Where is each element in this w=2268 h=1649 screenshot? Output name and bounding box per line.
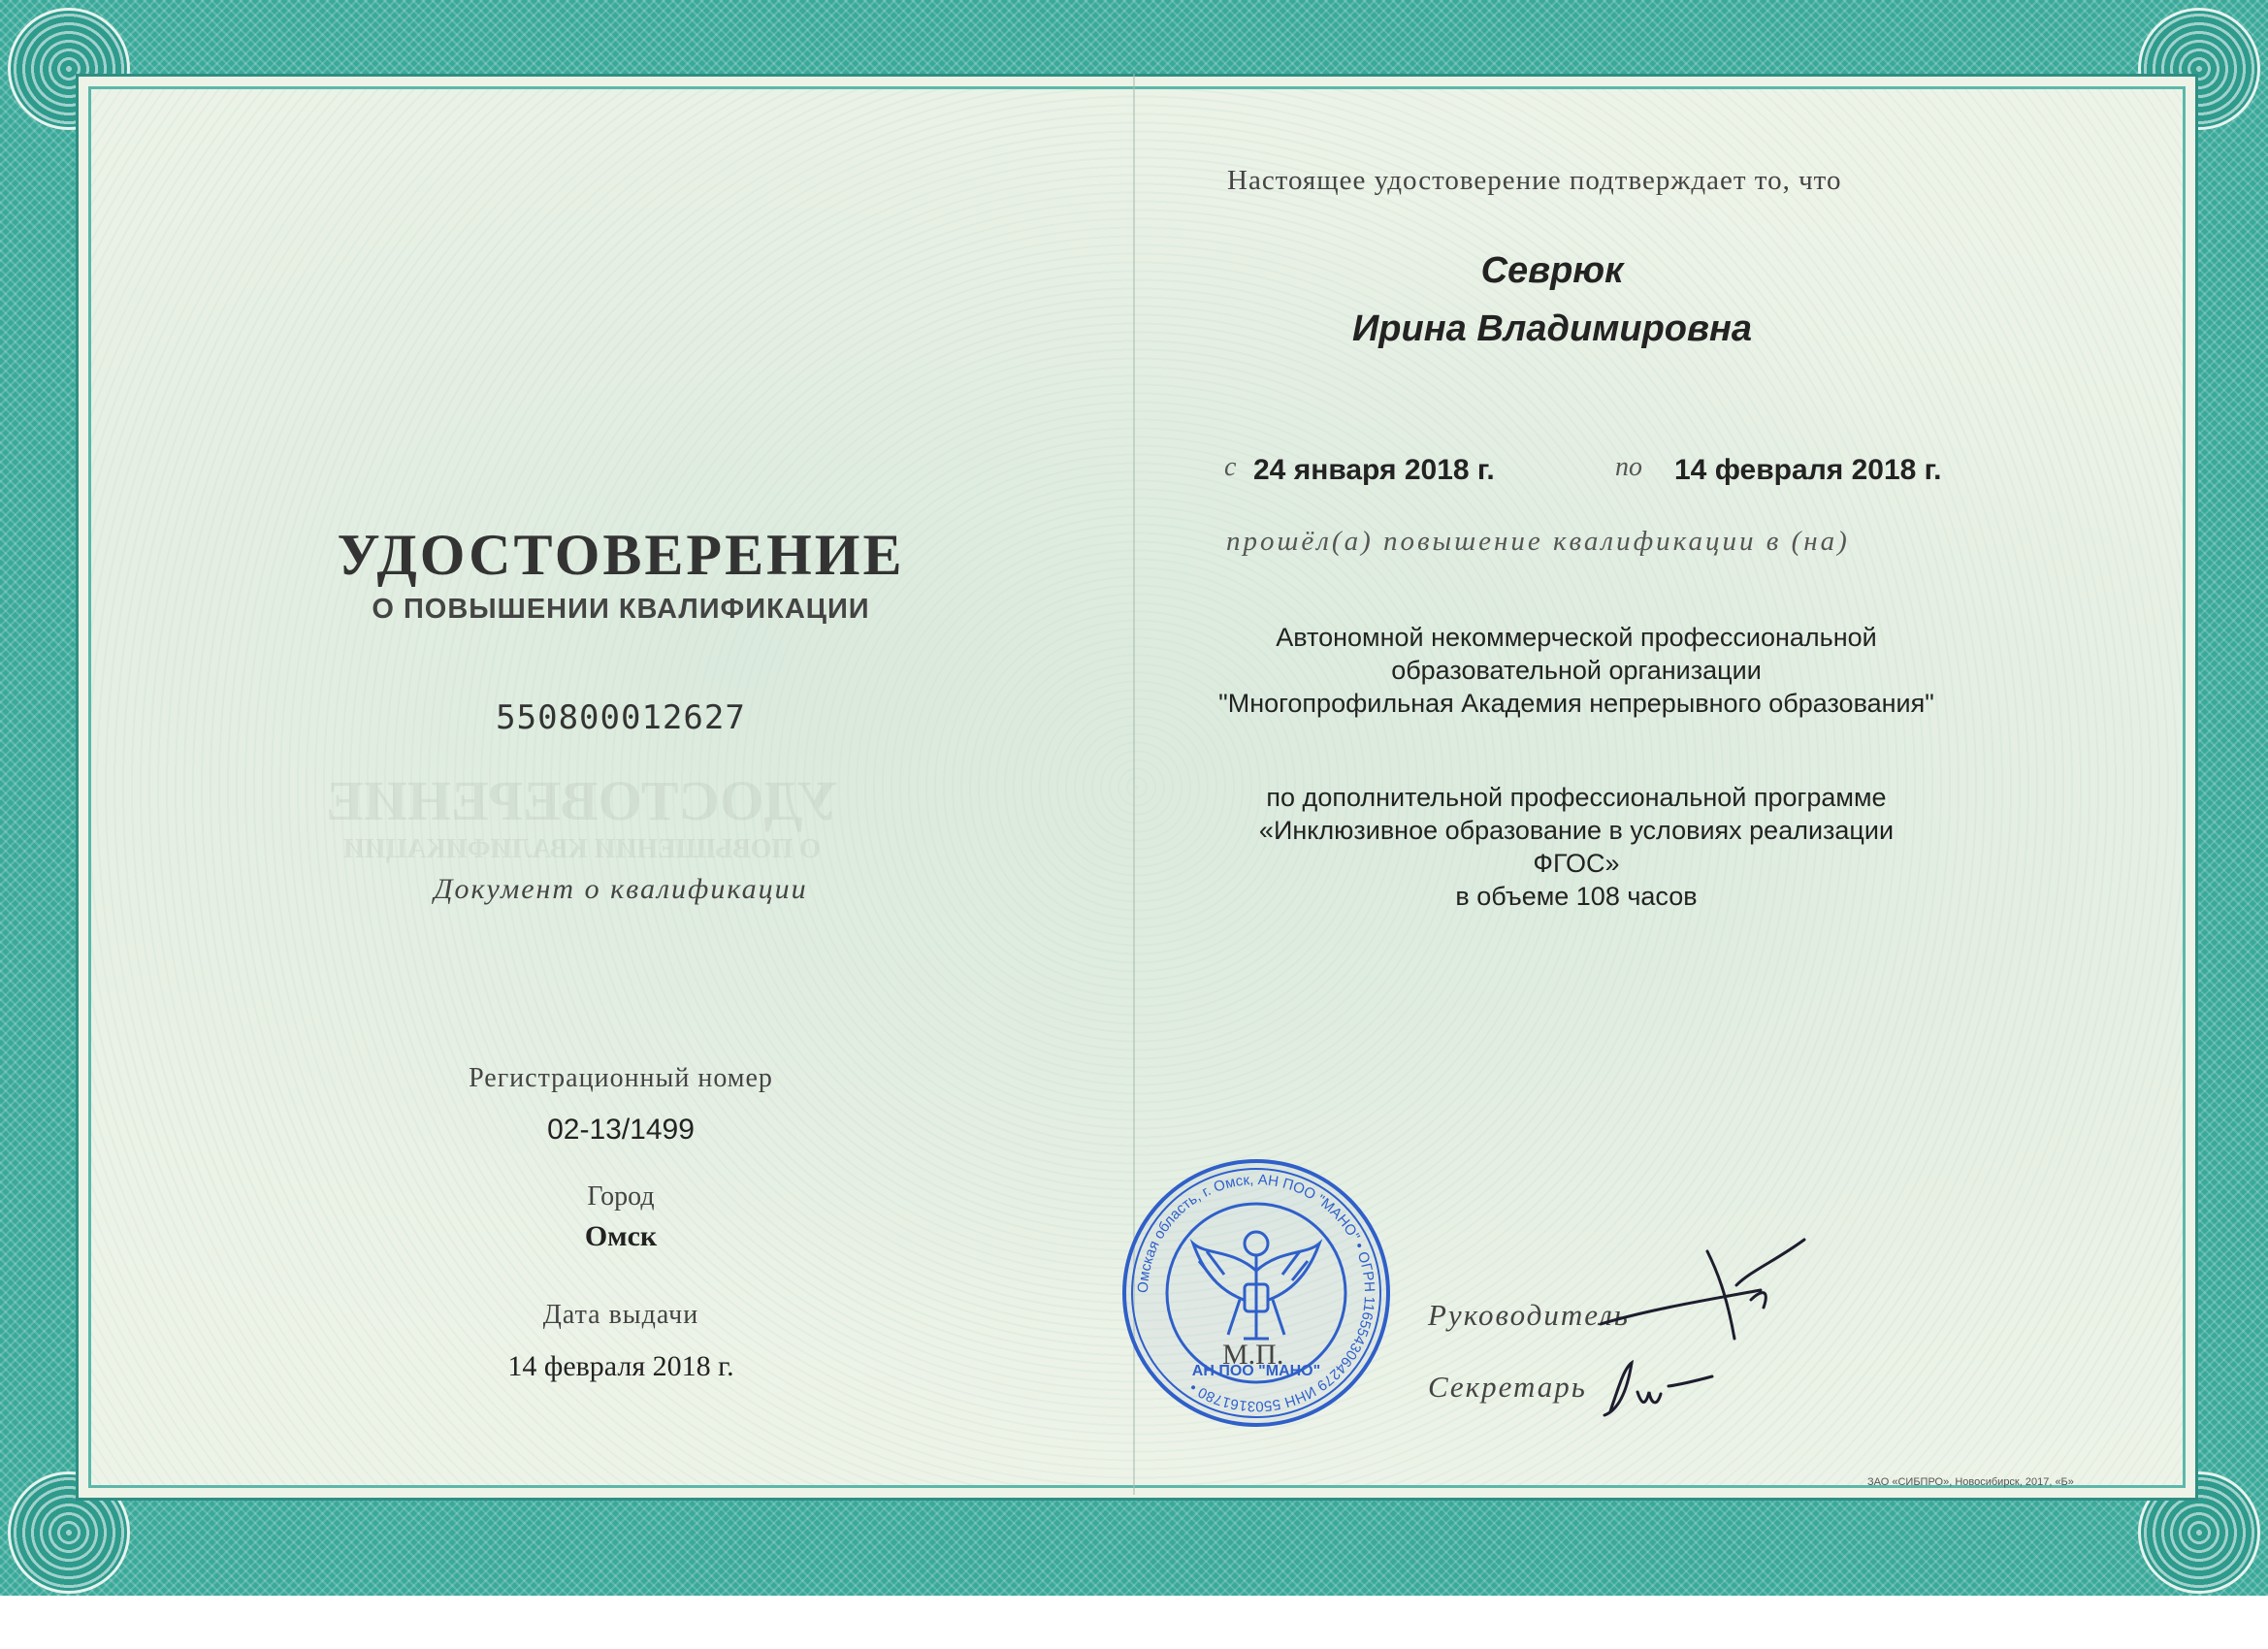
holder-surname: Севрюк bbox=[1480, 250, 1624, 291]
issue-date: 14 февраля 2018 г. bbox=[507, 1350, 734, 1382]
issue-date-label: Дата выдачи bbox=[542, 1300, 699, 1330]
certificate-title: УДОСТОВЕРЕНИЕ bbox=[337, 523, 905, 587]
secretary-signature-icon bbox=[1591, 1343, 1727, 1431]
stamp-place-mark: М.П. bbox=[1222, 1339, 1284, 1371]
organization-name bbox=[1213, 621, 1940, 720]
show-through-subtitle: О ПОВЫШЕНИИ КВАЛИФИКАЦИИ bbox=[342, 834, 822, 864]
document-type: Документ о квалификации bbox=[434, 873, 808, 905]
period-to-date: 14 февраля 2018 г. bbox=[1674, 454, 1942, 486]
registration-number: 02-13/1499 bbox=[547, 1114, 695, 1146]
program-description bbox=[1213, 781, 1940, 913]
period-to-prefix: по bbox=[1615, 452, 1642, 482]
head-signature-icon bbox=[1591, 1232, 1824, 1358]
city-value: Омск bbox=[584, 1220, 658, 1252]
passed-training-text: прошёл(а) повышение квалификации в (на) bbox=[1226, 526, 1850, 557]
period-from-date: 24 января 2018 г. bbox=[1253, 454, 1495, 486]
holder-given-names: Ирина Владимировна bbox=[1351, 308, 1753, 349]
serial-number: 550800012627 bbox=[496, 698, 746, 737]
stamp-center-text: АН ПОО "МАНО" bbox=[1191, 1363, 1321, 1379]
confirmation-text: Настоящее удостоверение подтверждает то, что bbox=[1227, 165, 1842, 196]
stamp-ring-text: Омская область, г. Омск, АН ПОО "МАНО" • ОГРН 1165543064279 ИНН 5503161780 • bbox=[1134, 1171, 1378, 1415]
organization-line: образовательной организации bbox=[1391, 656, 1762, 685]
secretary-signature-label: Секретарь bbox=[1428, 1370, 1587, 1404]
period-from-prefix: с bbox=[1224, 452, 1237, 482]
city-label: Город bbox=[587, 1181, 655, 1212]
program-line: в объеме 108 часов bbox=[1455, 882, 1698, 911]
show-through-title: УДОСТОВЕРЕНИЕ bbox=[326, 769, 838, 832]
organization-line: Автономной некоммерческой профессиональной bbox=[1276, 623, 1877, 652]
program-line: «Инклюзивное образование в условиях реализации ФГОС» bbox=[1258, 816, 1895, 878]
registration-label: Регистрационный номер bbox=[469, 1063, 773, 1093]
organization-stamp bbox=[1118, 1154, 1395, 1432]
organization-line: "Многопрофильная Академия непрерывного образования" bbox=[1218, 689, 1934, 718]
printer-note: ЗАО «СИБПРО», Новосибирск, 2017, «Б» bbox=[1867, 1476, 2074, 1488]
program-line: по дополнительной профессиональной программе bbox=[1266, 783, 1887, 812]
certificate-subtitle: О ПОВЫШЕНИИ КВАЛИФИКАЦИИ bbox=[372, 594, 870, 625]
head-signature-label: Руководитель bbox=[1428, 1298, 1630, 1332]
